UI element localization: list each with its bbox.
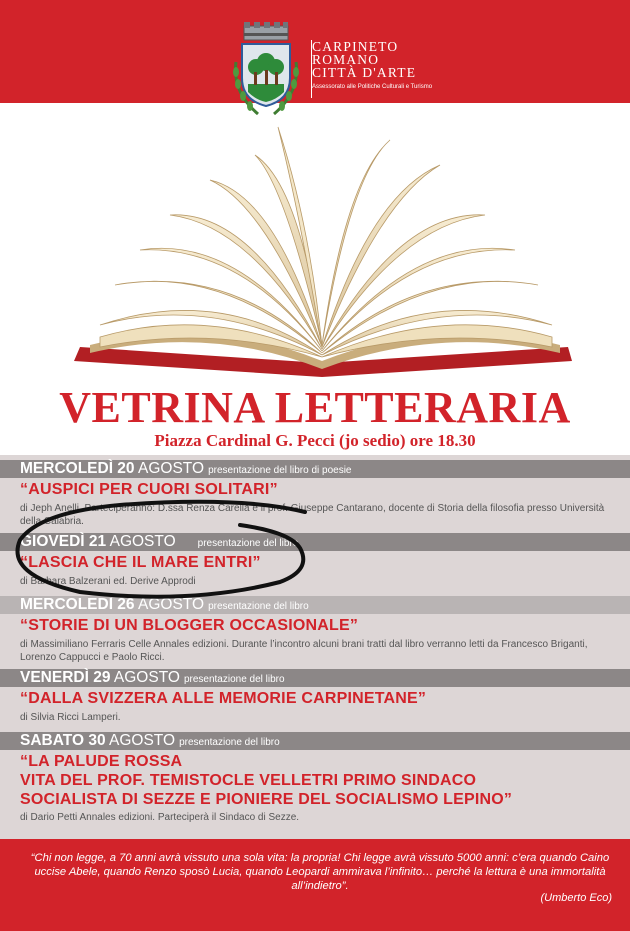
venue-and-time: Piazza Cardinal G. Pecci (jo sedio) ore 18.30 bbox=[154, 431, 476, 450]
town-name-line2: ROMANO bbox=[312, 52, 380, 67]
page-title: VETRINA LETTERARIA bbox=[59, 383, 571, 432]
event-info: di Jeph Anelli. Parteciperanno: D.ssa Renza Carella e il prof. Giuseppe Cantarano, docente di Storia della filosofia presso Università della Calabria. bbox=[20, 503, 605, 527]
event-day: GIOVEDÌ 21 bbox=[20, 533, 107, 550]
event-type: presentazione del libro bbox=[208, 601, 309, 612]
department-label: Assessorato alle Politiche Culturali e Turismo bbox=[312, 84, 433, 90]
town-name-block bbox=[312, 40, 432, 94]
event-type: presentazione del libro bbox=[179, 737, 280, 748]
quote-text: “Chi non legge, a 70 anni avrà vissuto una sola vita: la propria! Chi legge avrà vissuto 5000 anni: c’era quando Caino uccise Abele, quando Renzo sposò Lucia, quando Leopardi ammirava l’infinito… perché la lettura è una immortalità all’indietro”. bbox=[30, 852, 610, 892]
event-date bbox=[20, 596, 309, 616]
event-type: presentazione del libro di poesie bbox=[208, 465, 352, 476]
event-info: di Silvia Ricci Lamperi. bbox=[20, 712, 121, 723]
event-type: presentazione del libro bbox=[197, 538, 299, 549]
event-date bbox=[20, 669, 285, 689]
event-book-title-line: “LA PALUDE ROSSA bbox=[20, 753, 183, 770]
event-date bbox=[20, 732, 280, 752]
event-book-title: “DALLA SVIZZERA ALLE MEMORIE CARPINETANE” bbox=[20, 690, 427, 707]
event-month: AGOSTO bbox=[110, 669, 180, 686]
event-date bbox=[20, 533, 298, 553]
event-day: SABATO 30 bbox=[20, 732, 106, 749]
event-month: AGOSTO bbox=[106, 533, 176, 550]
event-day: VENERDÌ 29 bbox=[20, 669, 111, 686]
event-month: AGOSTO bbox=[134, 460, 205, 477]
quote-band bbox=[0, 839, 630, 931]
town-tagline: CITTÀ D'ARTE bbox=[312, 65, 417, 80]
event-date bbox=[20, 460, 352, 480]
events-panel bbox=[0, 455, 630, 839]
quote-author: (Umberto Eco) bbox=[540, 892, 612, 904]
event-type: presentazione del libro bbox=[183, 674, 285, 685]
event-info: di Barbara Balzerani ed. Derive Approdi bbox=[20, 576, 196, 587]
coat-of-arms-icon bbox=[228, 22, 304, 118]
event-info: di Massimiliano Ferraris Celle Annales edizioni. Durante l’incontro alcuni brani tratti dal libro verranno letti da Francesco Briganti, Lorenzo Cappucci e Paolo Ricci. bbox=[20, 639, 588, 663]
event-month: AGOSTO bbox=[134, 596, 205, 613]
header-gap bbox=[0, 103, 630, 115]
town-name-line1: CARPINETO bbox=[312, 39, 399, 54]
event-book-title: “STORIE DI UN BLOGGER OCCASIONALE” bbox=[20, 617, 359, 634]
event-book-title-line: VITA DEL PROF. TEMISTOCLE VELLETRI PRIMO SINDACO bbox=[20, 772, 477, 789]
event-info: di Dario Petti Annales edizioni. Parteciperà il Sindaco di Sezze. bbox=[20, 812, 300, 823]
event-month: AGOSTO bbox=[105, 732, 176, 749]
event-day: MERCOLEDÌ 26 bbox=[20, 596, 135, 613]
event-book-title-line: SOCIALISTA DI SEZZE E PIONIERE DEL SOCIALISMO LEPINO” bbox=[20, 791, 513, 808]
event-book-title: “AUSPICI PER CUORI SOLITARI” bbox=[20, 481, 278, 498]
event-day: MERCOLEDÌ 20 bbox=[20, 460, 135, 477]
event-book-title: “LASCIA CHE IL MARE ENTRI” bbox=[20, 554, 261, 571]
open-book-illustration bbox=[60, 125, 590, 380]
